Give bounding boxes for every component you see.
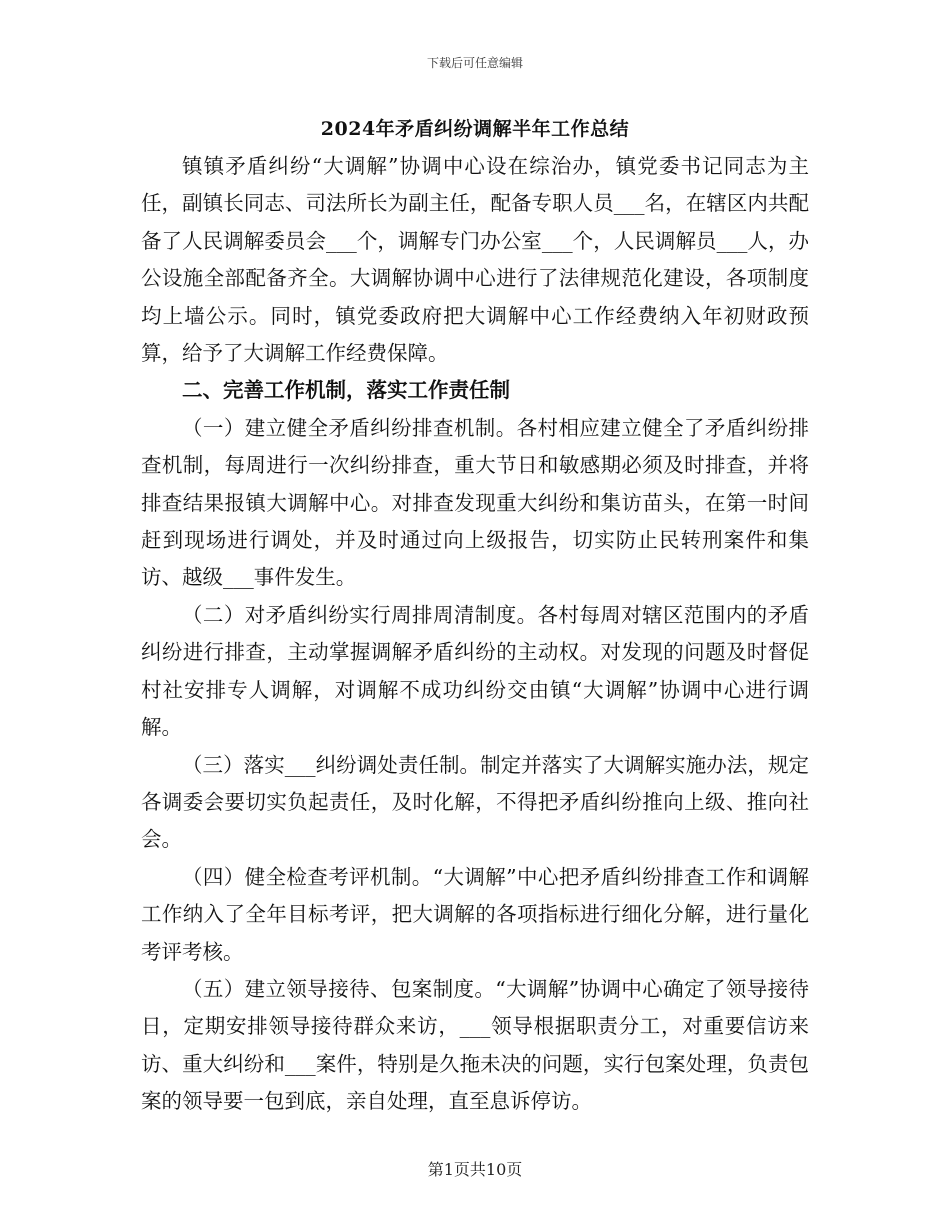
header-note: 下载后可任意编辑 — [426, 56, 523, 70]
paragraph-item-3: （三）落实___纠纷调处责任制。制定并落实了大调解实施办法，规定各调委会要切实负起责任，及时化解，不得把矛盾纠纷推向上级、推向社会。 — [141, 752, 809, 852]
paragraph-item-5: （五）建立领导接待、包案制度。“大调解”协调中心确定了领导接待日，定期安排领导接待群众来访，___领导根据职责分工，对重要信访来访、重大纠纷和___案件，特别是久拖未决的问题，实行包案处理，负责包案的领导要一包到底，亲自处理，直至息诉停访。 — [141, 976, 809, 1114]
paragraph-intro: 镇镇矛盾纠纷“大调解”协调中心设在综治办，镇党委书记同志为主任，副镇长同志、司法所长为副主任，配备专职人员___名，在辖区内共配备了人民调解委员会___个，调解专门办公室___个，人民调解员___人，办公设施全部配备齐全。大调解协调中心进行了法律规范化建设，各项制度均上墙公示。同时，镇党委政府把大调解中心工作经费纳入年初财政预算，给予了大调解工作经费保障。 — [141, 154, 809, 366]
document-body — [141, 148, 809, 1121]
document-title: 2024年矛盾纠纷调解半年工作总结 — [320, 118, 630, 140]
page-footer: 第1页共10页 — [427, 1160, 523, 1179]
paragraph-item-2: （二）对矛盾纠纷实行周排周清制度。各村每周对辖区范围内的矛盾纠纷进行排查，主动掌握调解矛盾纠纷的主动权。对发现的问题及时督促村社安排专人调解，对调解不成功纠纷交由镇“大调解”协调中心进行调解。 — [141, 602, 809, 740]
paragraph-item-4: （四）健全检查考评机制。“大调解”中心把矛盾纠纷排查工作和调解工作纳入了全年目标考评，把大调解的各项指标进行细化分解，进行量化考评考核。 — [141, 864, 809, 964]
section-heading-2: 二、完善工作机制，落实工作责任制 — [182, 378, 510, 403]
paragraph-item-1: （一）建立健全矛盾纠纷排查机制。各村相应建立健全了矛盾纠纷排查机制，每周进行一次纠纷排查，重大节日和敏感期必须及时排查，并将排查结果报镇大调解中心。对排查发现重大纠纷和集访苗头，在第一时间赶到现场进行调处，并及时通过向上级报告，切实防止民转刑案件和集访、越级___事件发生。 — [141, 415, 809, 590]
